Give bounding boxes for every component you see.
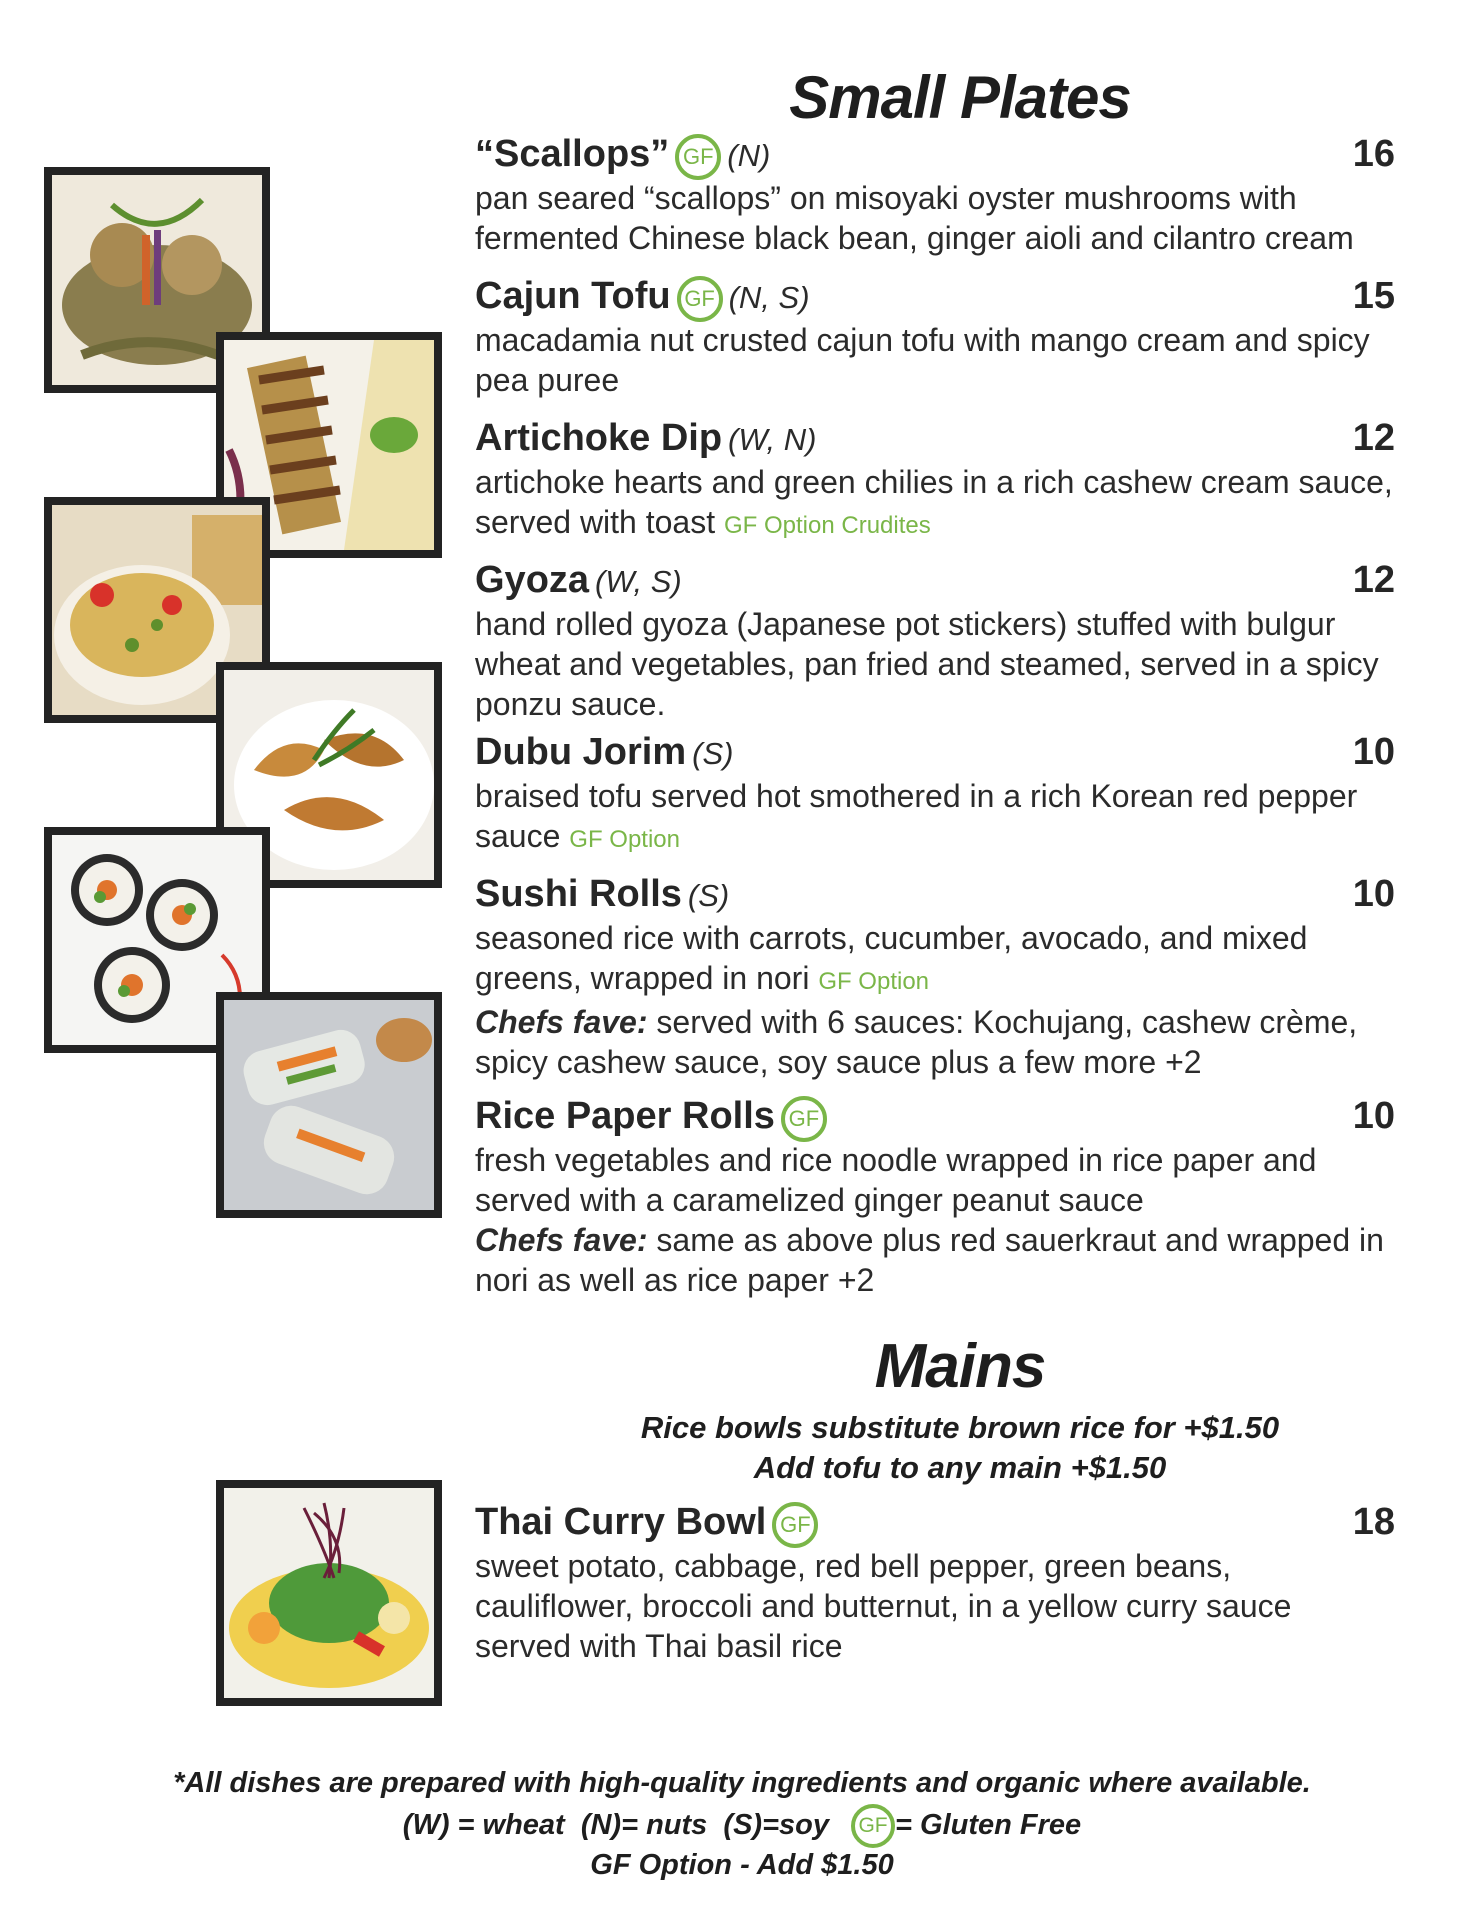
menu-item-artichoke-dip xyxy=(475,414,1395,546)
chefs-fave xyxy=(475,1002,1395,1082)
item-description: macadamia nut crusted cajun tofu with mango cream and spicy pea puree xyxy=(475,322,1370,398)
menu-item-rice-paper-rolls xyxy=(475,1092,1395,1300)
chefs-fave-label: Chefs fave: xyxy=(475,1222,648,1258)
item-name: Gyoza xyxy=(475,559,590,601)
item-tags: (N) xyxy=(727,138,771,173)
item-description-text: seasoned rice with carrots, cucumber, avocado, and mixed greens, wrapped in nori xyxy=(475,920,1308,996)
item-tags: (S) xyxy=(687,878,730,913)
chefs-fave-label: Chefs fave: xyxy=(475,1004,648,1040)
menu-item-sushi-rolls xyxy=(475,870,1395,1082)
item-tags: (W, S) xyxy=(595,564,682,599)
gf-option-note: GF Option xyxy=(569,826,680,853)
chefs-fave xyxy=(475,1220,1395,1300)
gf-option-note: GF Option Crudites xyxy=(724,512,931,539)
item-tags: (W, N) xyxy=(728,422,817,457)
item-price: 15 xyxy=(1352,275,1395,317)
item-description-text: braised tofu served hot smothered in a rich Korean red pepper sauce xyxy=(475,778,1358,854)
item-tags: (S) xyxy=(692,736,734,771)
item-price: 16 xyxy=(1352,133,1395,175)
small-plates-title: Small Plates xyxy=(789,64,1131,131)
gluten-free-icon: GF xyxy=(675,134,721,180)
footer-gf-option-price: GF Option - Add $1.50 xyxy=(590,1849,894,1881)
gluten-free-icon: GF xyxy=(851,1804,895,1848)
item-price: 10 xyxy=(1352,1095,1395,1137)
item-description: fresh vegetables and rice noodle wrapped in rice paper and served with a caramelized ginger peanut sauce xyxy=(475,1142,1317,1218)
menu-item-gyoza xyxy=(475,556,1395,724)
legend-allergens: (W) = wheat (N)= nuts (S)=soy xyxy=(402,1809,829,1841)
item-tags: (N, S) xyxy=(728,280,810,315)
item-description xyxy=(475,918,1395,1002)
item-name: Rice Paper Rolls xyxy=(475,1095,775,1137)
item-description-text: artichoke hearts and green chilies in a rich cashew cream sauce, served with toast xyxy=(475,464,1393,540)
gluten-free-icon: GF xyxy=(772,1502,818,1548)
gf-option-note: GF Option xyxy=(818,968,930,995)
item-description: hand rolled gyoza (Japanese pot stickers) stuffed with bulgur wheat and vegetables, pan fried and steamed, served in a spicy ponzu sauce. xyxy=(475,606,1379,722)
item-name: Sushi Rolls xyxy=(475,873,682,915)
item-name: Thai Curry Bowl xyxy=(475,1501,767,1543)
mains-title: Mains xyxy=(874,1332,1046,1401)
item-name: Artichoke Dip xyxy=(475,417,723,459)
mains-note-tofu: Add tofu to any main +$1.50 xyxy=(753,1450,1167,1485)
rice-paper-rolls-photo xyxy=(216,992,442,1218)
item-name: Dubu Jorim xyxy=(475,731,687,773)
footer-organic-note: *All dishes are prepared with high-quality ingredients and organic where available. xyxy=(173,1767,1311,1799)
item-price: 12 xyxy=(1352,417,1395,459)
item-description xyxy=(475,776,1395,860)
item-description: sweet potato, cabbage, red bell pepper, green beans, cauliflower, broccoli and butternut, in a yellow curry sauce served with Thai basil rice xyxy=(475,1548,1292,1664)
item-price: 10 xyxy=(1352,873,1395,915)
menu-item-dubu-jorim xyxy=(475,728,1395,860)
item-name: “Scallops” xyxy=(475,133,670,175)
item-description: pan seared “scallops” on misoyaki oyster mushrooms with fermented Chinese black bean, ginger aioli and cilantro cream xyxy=(475,180,1354,256)
chefs-fave-text: same as above plus red sauerkraut and wrapped in nori as well as rice paper +2 xyxy=(475,1222,1384,1298)
item-price: 10 xyxy=(1352,731,1395,773)
menu-item-scallops xyxy=(475,130,1395,258)
menu-item-cajun-tofu xyxy=(475,272,1395,400)
legend-gluten-free: = Gluten Free xyxy=(895,1809,1082,1841)
gluten-free-icon: GF xyxy=(781,1096,827,1142)
gluten-free-icon: GF xyxy=(677,276,723,322)
footer-legend xyxy=(0,1804,1484,1848)
chefs-fave-text: served with 6 sauces: Kochujang, cashew crème, spicy cashew sauce, soy sauce plus a few more +2 xyxy=(475,1004,1358,1080)
item-name: Cajun Tofu xyxy=(475,275,671,317)
thai-curry-bowl-photo xyxy=(216,1480,442,1706)
item-price: 18 xyxy=(1352,1501,1395,1543)
mains-note-brown-rice: Rice bowls substitute brown rice for +$1.50 xyxy=(640,1410,1280,1445)
item-description xyxy=(475,462,1395,546)
item-price: 12 xyxy=(1352,559,1395,601)
menu-item-thai-curry-bowl xyxy=(475,1498,1395,1666)
